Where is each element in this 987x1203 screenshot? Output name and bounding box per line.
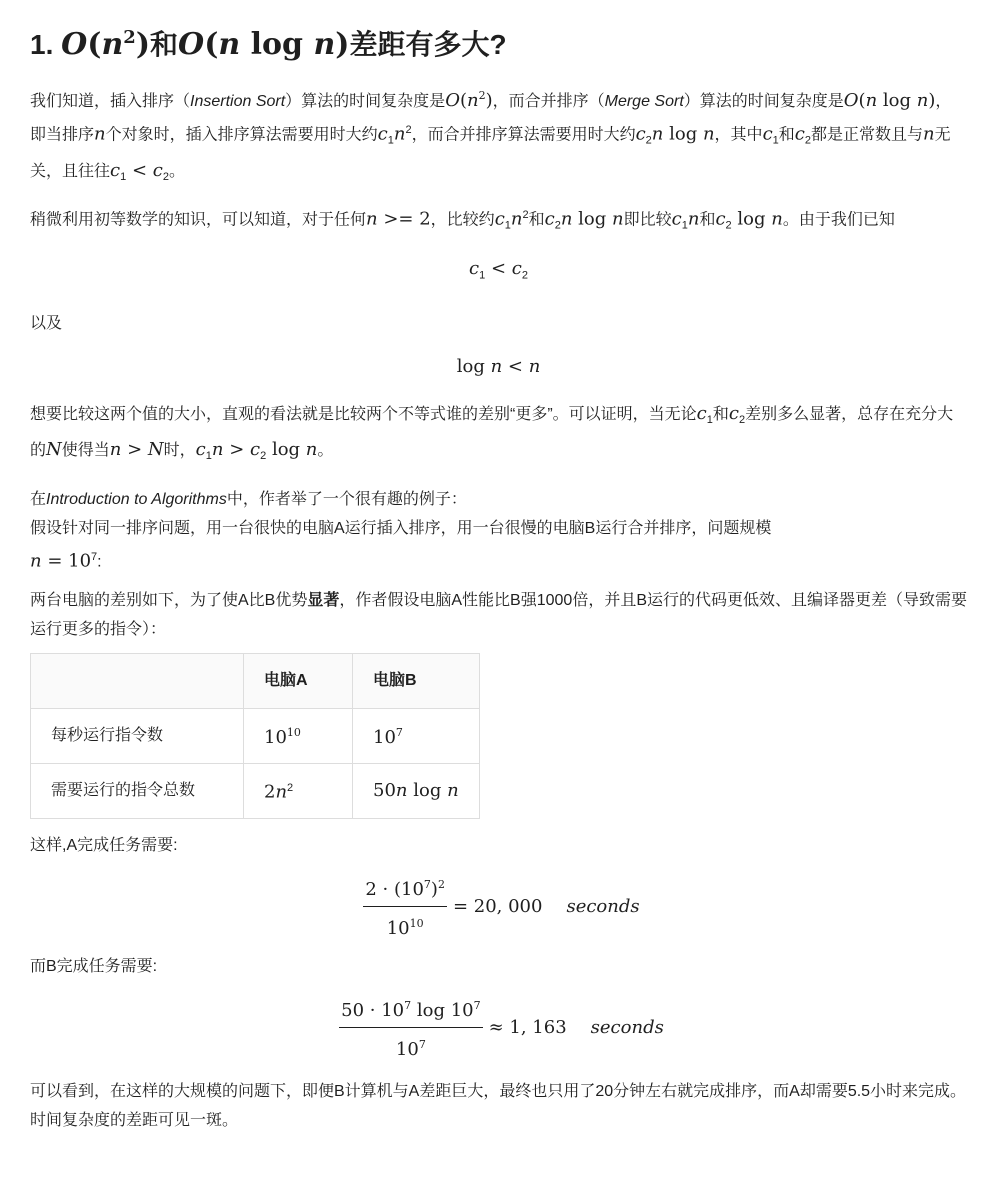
paragraph-conclusion: 可以看到，在这样的大规模的问题下，即便B计算机与A差距巨大，最终也只用了20分钟左右就完成排序，而A却需要5.5小时来完成。时间复杂度的差距可见一斑。 [30,1082,967,1129]
paragraph-comparison: 稍微利用初等数学的知识，可以知道，对于任何n >= 2，比较约$c_1n^2$和$c_2n$ log n即比较$c_1n$和$c_2$ log n。由于我们已知 [30,208,895,232]
unit-seconds: seconds [590,1017,664,1039]
table-cell: $10^{10}$ [244,708,353,763]
term-insertion-sort: Insertion Sort [190,93,286,110]
table-cell: $2n^2$ [244,763,353,818]
text-b-needs: 而B完成任务需要: [30,957,158,975]
formula-b-time: $\frac{50 \cdot 10^7 \log 10^7}{10^7}$ ≈ 1, 163 seconds [30,993,967,1063]
paragraph-example: 在Introduction to Algorithms中，作者举了一个很有趣的例子： 假设针对同一排序问题，用一台很快的电脑A运行插入排序，用一台很慢的电脑B运行合并排序，问题规模 $n = 10^7$: [30,491,772,572]
table-header-row [31,653,480,708]
title-formula-nlogn: O(n log n) [178,27,350,62]
table-header-cell [31,653,244,708]
text-a-needs: 这样,A完成任务需要: [30,836,178,854]
emphasis-significant: 显著 [307,591,340,609]
unit-seconds: seconds [566,896,640,918]
table-row [31,708,480,763]
title-suffix: 差距有多大? [349,29,507,60]
text-also: 以及 [30,314,63,332]
formula-logn-lt-n: log n < n [456,355,541,377]
table-header-cell: 电脑A [244,653,353,708]
formula-c1-lt-c2: $c_1 < c_2$ [469,258,528,282]
comparison-table [30,653,480,819]
paragraph-proof: 想要比较这两个值的大小，直观的看法就是比较两个不等式谁的差别“更多”。可以证明，当无论$c_1$和$c_2$差别多么显著，总存在充分大的N使得当n > N时，$c_1n > c_2$ log n。 [30,402,954,463]
book-title: Introduction to Algorithms [46,491,227,509]
table-cell: $10^7$ [353,708,480,763]
a-result: = 20, 000 [452,896,543,918]
title-join: 和 [150,29,179,60]
paragraph-assumption: 两台电脑的差别如下，为了使A比B优势显著，作者假设电脑A性能比B强1000倍，并且B运行的代码更低效、且编译器更差（导致需要运行更多的指令）： [30,591,967,638]
b-result: ≈ 1, 163 [488,1017,567,1039]
table-header-cell: 电脑B [353,653,480,708]
title-formula-n2: $O(n^2)$ [61,27,151,62]
table-row [31,763,480,818]
term-merge-sort: Merge Sort [604,93,684,110]
table-row-label: 每秒运行指令数 [31,708,244,763]
table-row-label: 需要运行的指令总数 [31,763,244,818]
table-cell: 50n log n [353,763,480,818]
title-number: 1. [30,29,62,60]
paragraph-intro: 我们知道，插入排序（Insertion Sort）算法的时间复杂度是$O(n^2)$，而合并排序（Merge Sort）算法的时间复杂度是O(n log n)，即当排序n个对象时，插入排序算法需要用时大约$c_1n^2$，而合并排序算法需要用时大约$c_2n$ log n，其中$c_1$和$c_2$都是正常数且与n无关，且往往$c_1 < c_2$。 [30,89,952,183]
formula-a-time: $\frac{2 \cdot (10^7)^2}{10^{10}}$ = 20, 000 seconds [30,872,967,942]
page-title [30,18,967,65]
